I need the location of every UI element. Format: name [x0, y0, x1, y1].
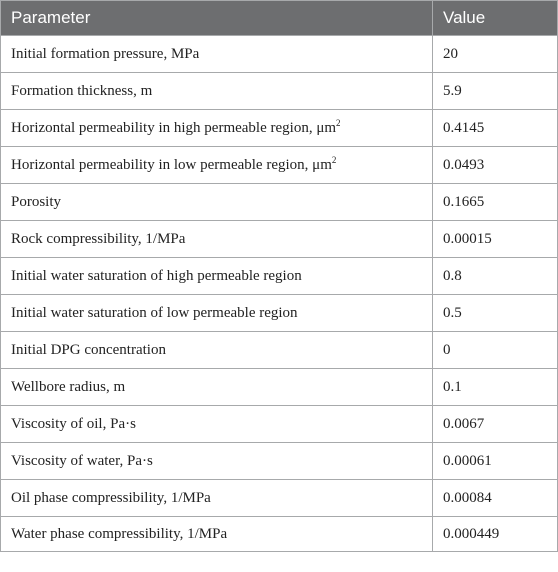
- parameter-cell: [1, 480, 433, 517]
- unit-superscript: 2: [331, 154, 337, 165]
- parameter-cell: [1, 221, 433, 258]
- table-row: [1, 221, 558, 258]
- parameter-cell: [1, 443, 433, 480]
- table-row: [1, 258, 558, 295]
- parameter-cell: [1, 517, 433, 552]
- value-cell: 0.1665: [433, 184, 558, 221]
- value-cell: 0: [433, 332, 558, 369]
- parameter-label: Formation thickness, m: [11, 82, 153, 99]
- table-row: [1, 147, 558, 184]
- value-cell: 0.00061: [433, 443, 558, 480]
- parameter-label: Wellbore radius, m: [11, 378, 126, 395]
- value-cell: 0.5: [433, 295, 558, 332]
- parameter-cell: [1, 184, 433, 221]
- value-cell: 0.0067: [433, 406, 558, 443]
- table-row: [1, 480, 558, 517]
- value-cell: 0.00084: [433, 480, 558, 517]
- parameter-cell: [1, 110, 433, 147]
- parameter-cell: [1, 36, 433, 73]
- parameter-cell: [1, 406, 433, 443]
- value-cell: 0.1: [433, 369, 558, 406]
- table-row: [1, 332, 558, 369]
- parameter-cell: [1, 369, 433, 406]
- table-row: [1, 295, 558, 332]
- table-row: [1, 184, 558, 221]
- parameter-label: Viscosity of water, Pa·s: [11, 452, 153, 469]
- table-row: [1, 406, 558, 443]
- table-row: [1, 443, 558, 480]
- parameter-cell: [1, 147, 433, 184]
- parameter-label: Rock compressibility, 1/MPa: [11, 230, 186, 247]
- value-cell: 0.000449: [433, 517, 558, 552]
- value-cell: 0.00015: [433, 221, 558, 258]
- table-row: [1, 517, 558, 552]
- parameter-cell: [1, 332, 433, 369]
- parameter-label: Initial formation pressure, MPa: [11, 45, 200, 62]
- parameter-cell: [1, 258, 433, 295]
- value-cell: 0.4145: [433, 110, 558, 147]
- parameter-label: Initial water saturation of high permeable region: [11, 267, 302, 284]
- value-cell: 0.8: [433, 258, 558, 295]
- table-row: [1, 36, 558, 73]
- value-cell: 0.0493: [433, 147, 558, 184]
- parameter-label: Initial water saturation of low permeable region: [11, 304, 298, 321]
- table-row: [1, 369, 558, 406]
- parameter-label: Initial DPG concentration: [11, 341, 166, 358]
- parameter-label: Porosity: [11, 193, 62, 210]
- value-cell: 20: [433, 36, 558, 73]
- parameter-cell: [1, 73, 433, 110]
- unit-superscript: 2: [336, 117, 341, 128]
- parameter-label: Horizontal permeability in low permeable region, μm: [11, 156, 332, 173]
- parameter-label: Viscosity of oil, Pa·s: [11, 415, 136, 432]
- table-row: [1, 73, 558, 110]
- header-parameter: Parameter: [1, 1, 433, 36]
- parameter-label: Horizontal permeability in high permeable region, μm: [11, 119, 337, 136]
- table-row: [1, 110, 558, 147]
- value-cell: 5.9: [433, 73, 558, 110]
- header-value: Value: [433, 1, 558, 36]
- parameter-cell: [1, 295, 433, 332]
- header-row: [1, 1, 558, 36]
- parameter-label: Water phase compressibility, 1/MPa: [11, 525, 228, 542]
- parameter-label: Oil phase compressibility, 1/MPa: [11, 489, 211, 506]
